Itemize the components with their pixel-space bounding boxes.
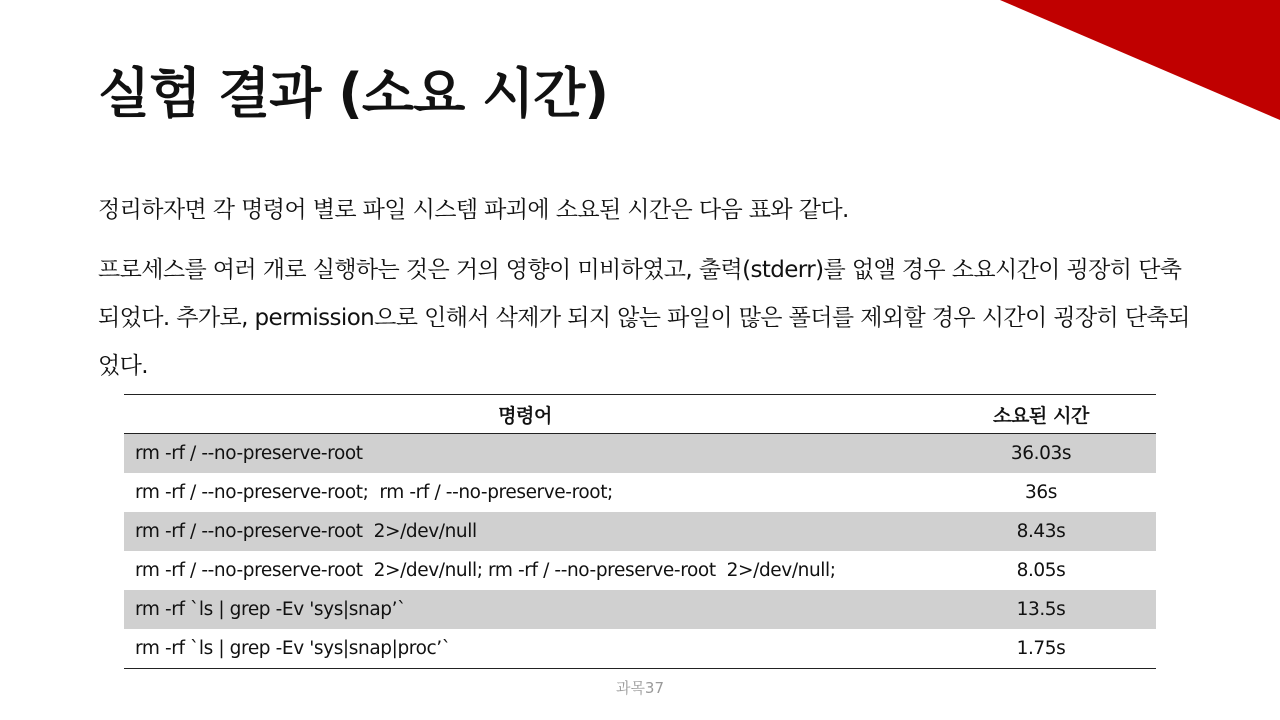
- slide-title: 실험 결과 (소요 시간): [98, 62, 609, 125]
- command-cell: rm -rf / --no-preserve-root: [124, 434, 926, 474]
- page-footer: 과목37: [615, 679, 665, 697]
- table-row: [124, 473, 1156, 512]
- command-cell: rm -rf / --no-preserve-root 2>/dev/null: [124, 512, 926, 551]
- time-cell: 13.5s: [926, 590, 1156, 629]
- corner-accent-triangle: [1000, 0, 1280, 120]
- table-row: [124, 434, 1156, 474]
- table-row: [124, 551, 1156, 590]
- time-cell: 8.43s: [926, 512, 1156, 551]
- time-cell: 36s: [1025, 482, 1057, 503]
- intro-paragraph: 정리하자면 각 명령어 별로 파일 시스템 파괴에 소요된 시간은 다음 표와 같다.: [98, 197, 849, 223]
- summary-paragraph: 프로세스를 여러 개로 실행하는 것은 거의 영향이 미비하였고, 출력(stderr)를 없앨 경우 소요시간이 굉장히 단축되었다. 추가로, permission으로 인해서 삭제가 되지 않는 파일이 많은 폴더를 제외할 경우 시간이 굉장히 단축되었다.: [98, 257, 1190, 379]
- table-header-row: [124, 395, 1156, 434]
- command-cell: rm -rf / --no-preserve-root 2>/dev/null; rm -rf / --no-preserve-root 2>/dev/null;: [135, 560, 836, 581]
- time-cell: 1.75s: [926, 629, 1156, 669]
- results-table: [124, 394, 1156, 669]
- command-cell: rm -rf `ls | grep -Ev 'sys|snap|proc’`: [124, 629, 926, 669]
- command-cell: rm -rf / --no-preserve-root; rm -rf / --no-preserve-root;: [135, 482, 613, 503]
- header-time: 소요된 시간: [926, 395, 1156, 434]
- time-cell: 36.03s: [926, 434, 1156, 474]
- table-row: [124, 512, 1156, 551]
- time-cell: 8.05s: [1016, 560, 1066, 581]
- header-command: 명령어: [124, 395, 926, 434]
- table-row: [124, 590, 1156, 629]
- table-row: [124, 629, 1156, 669]
- command-cell: rm -rf `ls | grep -Ev 'sys|snap’`: [124, 590, 926, 629]
